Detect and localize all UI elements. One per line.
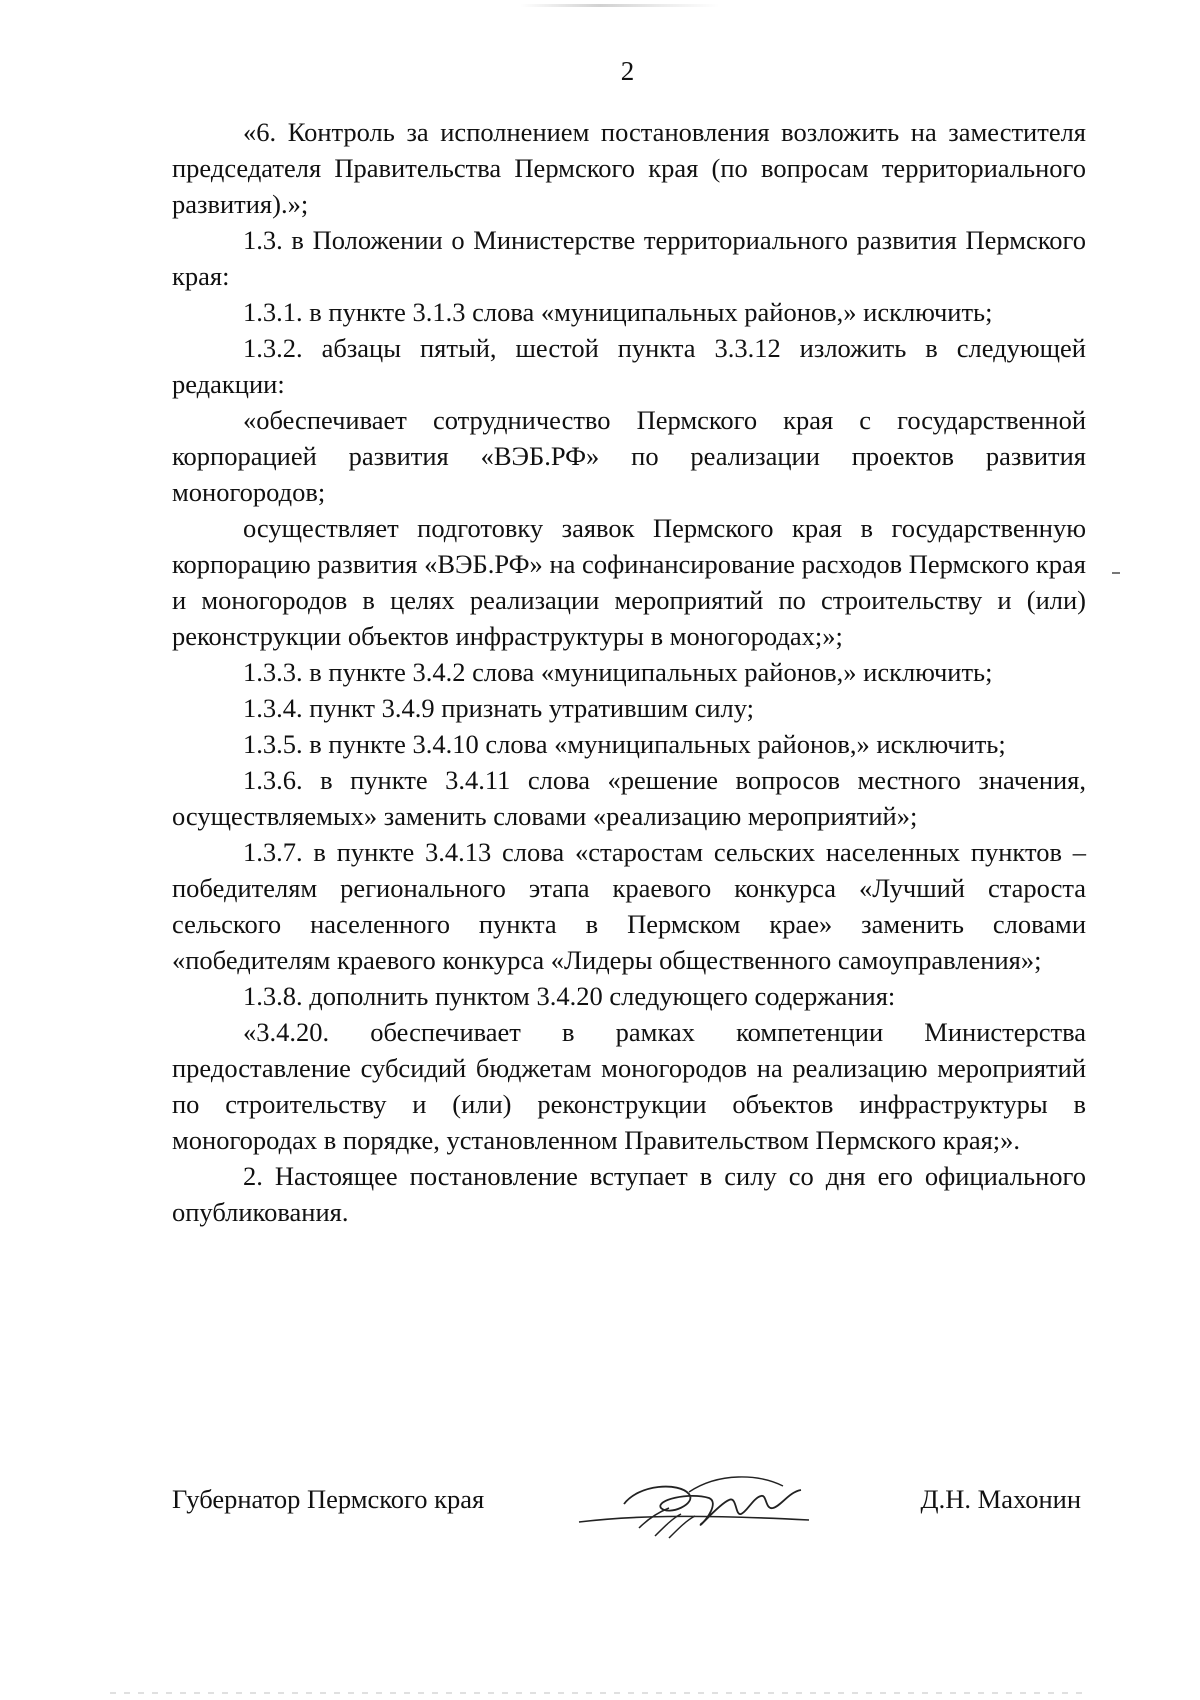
paragraph-control: «6. Контроль за исполнением постановления возложить на заместителя председателя Правительства Пермского края (по вопросам территориального развития).»; xyxy=(172,117,1086,219)
signature-block xyxy=(172,1472,1086,1532)
paragraph-1-3-5: 1.3.5. в пункте 3.4.10 слова «муниципальных районов,» исключить; xyxy=(243,729,1006,759)
page-number: 2 xyxy=(620,56,635,86)
document-body xyxy=(172,114,1086,1230)
paragraph-1-3-6: 1.3.6. в пункте 3.4.11 слова «решение вопросов местного значения, осуществляемых» заменить словами «реализацию мероприятий»; xyxy=(172,765,1086,831)
scan-artifact-top xyxy=(520,4,720,7)
paragraph-quote-applications: осуществляет подготовку заявок Пермского края в государственную корпорацию развития «ВЭБ.РФ» на софинансирование расходов Пермского края и моногородов в целях реализации мероприятий по строительству и (или) реконструкции объектов инфраструктуры в моногородах;»; xyxy=(172,513,1086,651)
paragraph-2-effective: 2. Настоящее постановление вступает в силу со дня его официального опубликования. xyxy=(172,1161,1086,1227)
signatory-name: Д.Н. Махонин xyxy=(920,1484,1081,1514)
paragraph-1-3-1: 1.3.1. в пункте 3.1.3 слова «муниципальных районов,» исключить; xyxy=(243,297,993,327)
handwritten-signature xyxy=(569,1464,819,1544)
paragraph-quote-cooperation: «обеспечивает сотрудничество Пермского края с государственной корпорацией развития «ВЭБ.РФ» по реализации проектов развития моногородов; xyxy=(172,405,1086,507)
scan-artifact-bottom xyxy=(110,1692,1090,1694)
paragraph-1-3-2: 1.3.2. абзацы пятый, шестой пункта 3.3.12 изложить в следующей редакции: xyxy=(172,333,1086,399)
signatory-title: Губернатор Пермского края xyxy=(172,1484,485,1514)
paragraph-1-3: 1.3. в Положении о Министерстве территориального развития Пермского края: xyxy=(172,225,1086,291)
paragraph-quote-3-4-20: «3.4.20. обеспечивает в рамках компетенции Министерства предоставление субсидий бюджетам моногородов на реализацию мероприятий по строительству и (или) реконструкции объектов инфраструктуры в моногородах в порядке, установленном Правительством Пермского края;». xyxy=(172,1017,1086,1155)
scan-artifact-margin xyxy=(1112,572,1120,574)
paragraph-1-3-4: 1.3.4. пункт 3.4.9 признать утратившим силу; xyxy=(243,693,755,723)
paragraph-1-3-7: 1.3.7. в пункте 3.4.13 слова «старостам сельских населенных пунктов – победителям регионального этапа краевого конкурса «Лучший староста сельского населенного пункта в Пермском крае» заменить словами «победителям краевого конкурса «Лидеры общественного самоуправления»; xyxy=(172,837,1086,975)
paragraph-1-3-3: 1.3.3. в пункте 3.4.2 слова «муниципальных районов,» исключить; xyxy=(243,657,993,687)
paragraph-1-3-8: 1.3.8. дополнить пунктом 3.4.20 следующего содержания: xyxy=(243,981,896,1011)
